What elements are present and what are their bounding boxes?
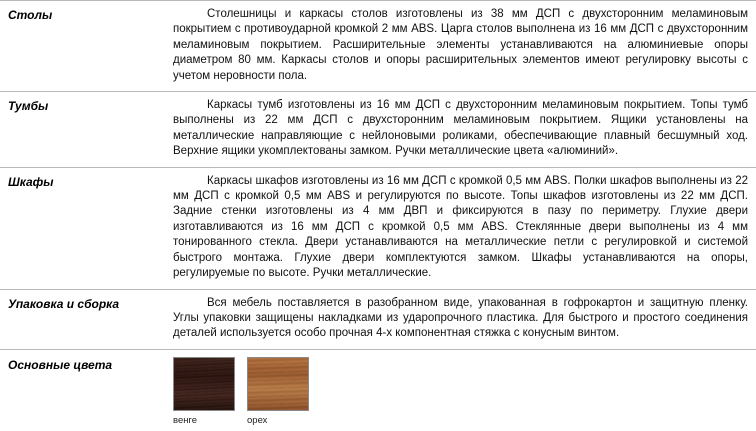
- color-swatch-list: [165, 350, 756, 431]
- color-swatch-item: [173, 357, 235, 427]
- color-swatch-label-oreh: орех: [247, 414, 268, 426]
- row-label-colors: Основные цвета: [8, 357, 113, 372]
- row-label-cabinets: Шкафы: [8, 174, 54, 189]
- row-text-cabinets: Каркасы шкафов изготовлены из 16 мм ДСП с кромкой 0,5 мм ABS. Полки шкафов выполнены из 22 мм ДСП с кромкой 0,5 мм ABS и регулируются по высоте. Топы шкафов изготовлены из 22 мм ДСП. Задние стенки изготовлены из 4 мм ДВП и фиксируются в пазу по периметру. Глухие двери изготавливаются из 16 мм ДСП с кромкой 0,5 мм ABS. Стеклянные двери выполнены из 4 мм тонированного стекла. Двери устанавливаются на металлические петли с регулировкой и системой быстрого монтажа. Глухие двери комплектуются замком. Шкафы устанавливаются на опоры, регулируемые по высоте. Ручки металлические.: [173, 174, 748, 280]
- row-text-pedestals: Каркасы тумб изготовлены из 16 мм ДСП с двухсторонним меламиновым покрытием. Топы тумб выполнены из 22 мм ДСП с двухсторонним меламиновым покрытием. Ящики установлены на металлические направляющие с нейлоновыми роликами, обеспечивающие плавный бесшумный ход. Верхние ящики укомплектованы замком. Ручки металлические цвета «алюминий».: [173, 99, 748, 158]
- row-label-packaging: Упаковка и сборка: [8, 296, 120, 311]
- color-swatch-oreh: [247, 357, 309, 411]
- spec-row-packaging: [0, 290, 756, 350]
- spec-row-tables: [0, 0, 756, 92]
- color-swatch-label-wenge: венге: [173, 414, 198, 426]
- color-swatch-wenge: [173, 357, 235, 411]
- row-label-pedestals: Тумбы: [8, 99, 49, 114]
- row-label-tables: Столы: [8, 8, 53, 22]
- spec-row-cabinets: [0, 168, 756, 290]
- spec-row-colors: [0, 350, 756, 431]
- row-text-tables: Столешницы и каркасы столов изготовлены из 38 мм ДСП с двухсторонним меламиновым покрытием с противоударной кромкой 2 мм ABS. Царга столов выполнена из 16 мм ДСП с двухсторонним меламиновым покрытием. Расширительные элементы устанавливаются на алюминиевые опоры диаметром 80 мм. Каркасы столов и опоры расширительных элементов имеют регулировку высоты с учетом неровности пола.: [173, 8, 748, 82]
- spec-row-pedestals: [0, 92, 756, 168]
- color-swatch-item: [247, 357, 309, 427]
- row-text-packaging: Вся мебель поставляется в разобранном виде, упакованная в гофрокартон и защитную пленку. Углы упаковки защищены накладками из ударопрочного пластика. Для быстрого и простого соединения деталей используется особо прочная 4-х компонентная стяжка с конусным винтом.: [173, 296, 748, 340]
